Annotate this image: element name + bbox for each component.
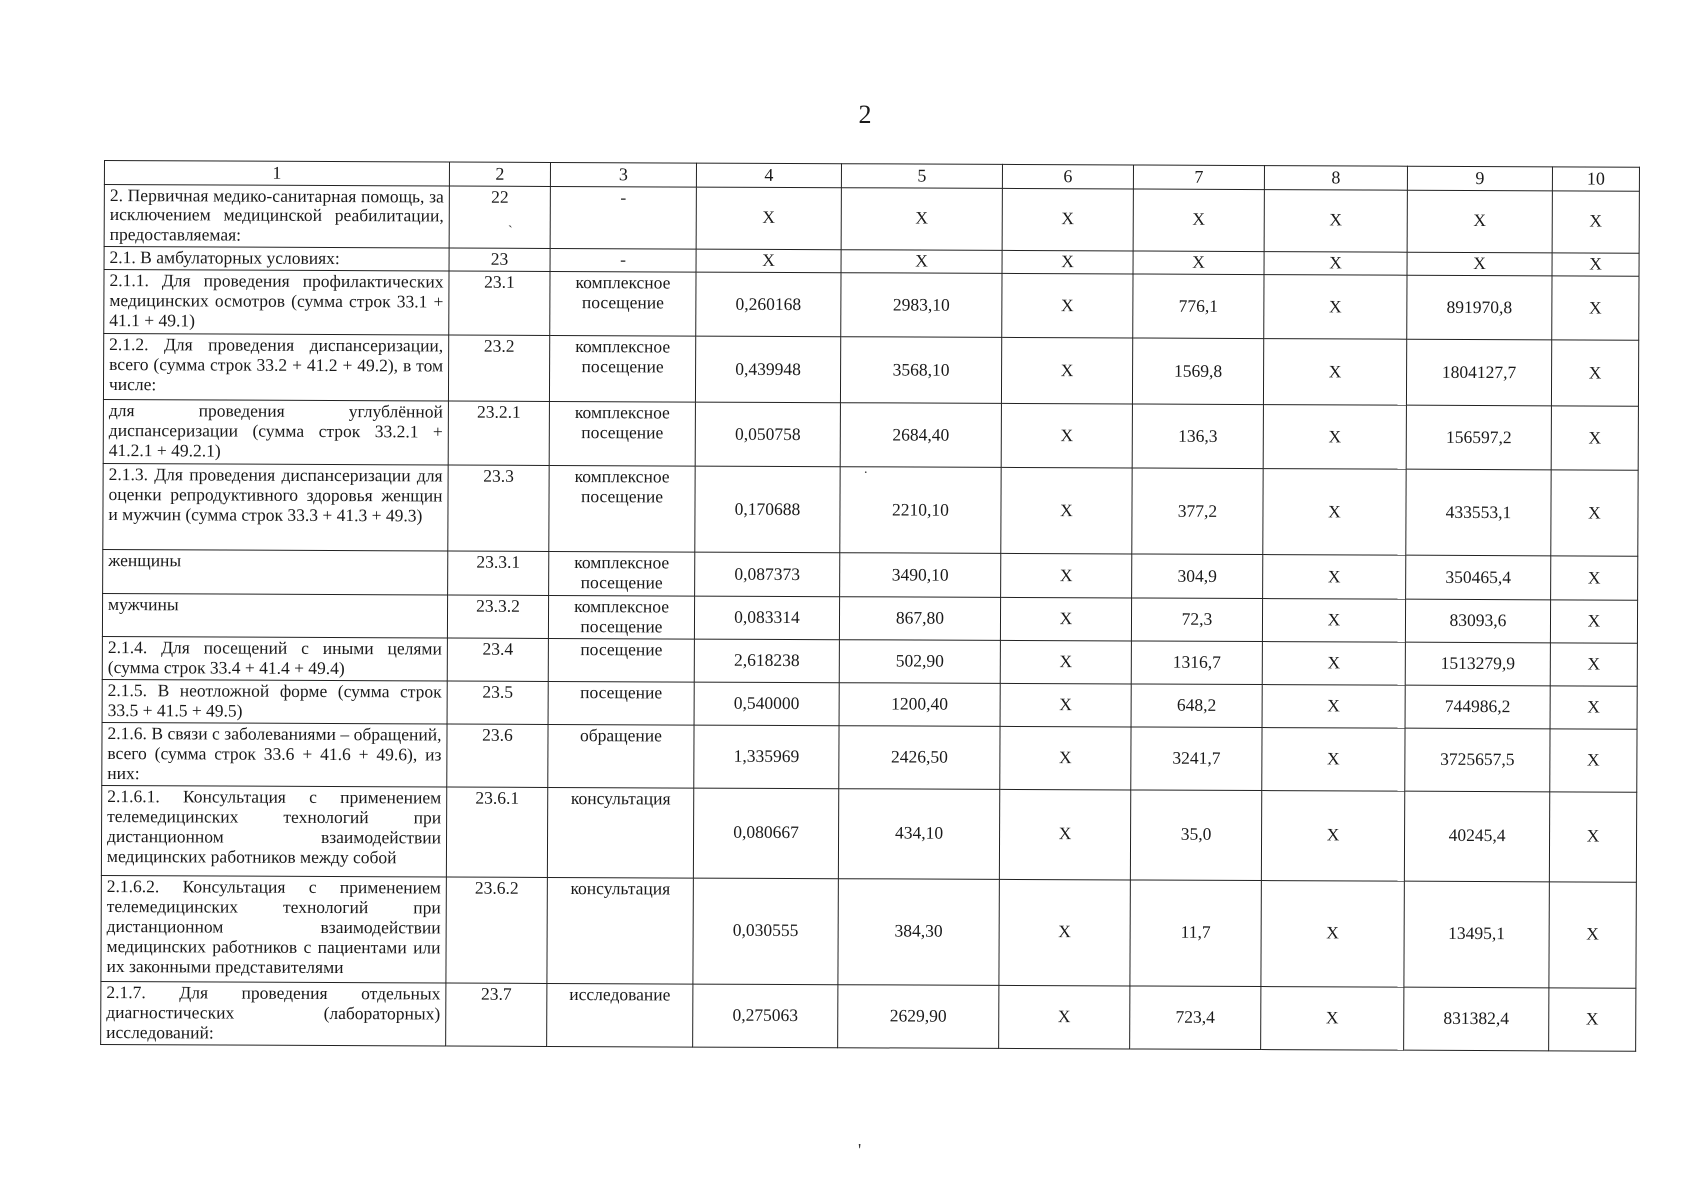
table-row: [103, 334, 1638, 407]
cell-col-8: X: [1263, 469, 1406, 556]
cell-col-10: X: [1550, 729, 1637, 792]
cell-col-10: X: [1552, 190, 1639, 253]
table-row: [102, 680, 1637, 730]
row-unit: посещение: [548, 682, 694, 726]
cell-col-5: 1200,40: [839, 683, 1000, 727]
row-unit: комплексное посещение: [548, 596, 694, 640]
cell-col-6: X: [1002, 251, 1133, 275]
cell-col-7: 72,3: [1131, 598, 1262, 642]
column-header-9: 9: [1407, 166, 1552, 190]
cell-col-10: X: [1552, 276, 1639, 340]
table-row: [104, 270, 1639, 341]
row-code: 23.6.1: [446, 787, 547, 877]
row-code: 23.3.2: [447, 595, 548, 638]
cell-col-6: X: [1001, 404, 1132, 469]
column-header-10: 10: [1552, 167, 1639, 191]
cell-col-6: X: [1000, 641, 1131, 684]
table-row: [102, 594, 1637, 644]
cell-col-5: 434,10: [838, 789, 999, 880]
cell-col-8: X: [1264, 252, 1407, 276]
cell-col-4: 0,030555: [693, 878, 838, 985]
row-code: 23.2.1: [448, 401, 549, 465]
cell-col-4: 0,260168: [696, 272, 841, 337]
cell-col-8: X: [1263, 405, 1406, 470]
cell-col-9: 891970,8: [1407, 275, 1552, 340]
column-header-4: 4: [696, 163, 841, 187]
cell-col-8: X: [1263, 339, 1406, 406]
cell-col-4: 1,335969: [694, 725, 839, 788]
row-name: 2.1.1. Для проведения профилактических медицинских осмотров (сумма строк 33.1 + 41.1 + 49.1): [104, 270, 449, 336]
row-code: 23.6: [447, 724, 548, 787]
row-unit: комплексное посещение: [549, 552, 695, 597]
cell-col-5: 2426,50: [839, 726, 1000, 790]
cell-col-5: 2629,90: [838, 985, 999, 1049]
cell-col-4: 2,618238: [694, 639, 839, 683]
cell-col-10: X: [1550, 643, 1637, 686]
cell-col-5: 502,90: [839, 640, 1000, 684]
cell-col-6: X: [1002, 188, 1133, 251]
table-row: [102, 723, 1637, 793]
cell-col-8: X: [1261, 987, 1404, 1050]
financing-table: [100, 160, 1640, 1051]
row-name: 2. Первичная медико-санитарная помощь, за исключением медицинской реабилитации, предоставляемая:: [104, 184, 449, 248]
cell-col-6: X: [1001, 338, 1132, 405]
cell-col-5: 867,80: [839, 597, 1000, 641]
row-code: 23.1: [449, 271, 550, 335]
row-unit: обращение: [548, 725, 694, 788]
cell-col-10: X: [1551, 556, 1638, 600]
row-name: 2.1.3. Для проведения диспансеризации для оценки репродуктивного здоровья женщин и мужчин (сумма строк 33.3 + 41.3 + 49.3): [103, 464, 448, 552]
row-name: мужчины: [102, 594, 447, 639]
cell-col-9: 350465,4: [1406, 555, 1551, 600]
row-name: 2.1.6. В связи с заболеваниями – обращений, всего (сумма строк 33.6 + 41.6 + 49.6), из них:: [102, 723, 447, 787]
cell-col-6: X: [999, 879, 1130, 986]
cell-col-7: 377,2: [1132, 468, 1263, 555]
row-code: 23.3.1: [448, 551, 549, 595]
cell-col-5: 384,30: [838, 879, 999, 986]
cell-col-10: X: [1552, 253, 1639, 276]
cell-col-5: X: [841, 187, 1002, 251]
table-row: [104, 184, 1639, 254]
table-row: [102, 637, 1637, 687]
page-number: 2: [858, 100, 872, 129]
column-header-6: 6: [1002, 164, 1133, 188]
row-unit: исследование: [547, 983, 693, 1046]
cell-col-9: 1804127,7: [1406, 339, 1551, 406]
cell-col-9: 156597,2: [1406, 405, 1551, 470]
cell-col-7: X: [1133, 189, 1264, 252]
cell-col-6: X: [1001, 554, 1132, 599]
cell-col-10: X: [1551, 406, 1638, 470]
row-unit: -: [550, 249, 696, 273]
table-row: [101, 875, 1636, 988]
cell-col-6: X: [1000, 727, 1131, 790]
row-name: 2.1.5. В неотложной форме (сумма строк 33.5 + 41.5 + 49.5): [102, 680, 447, 725]
row-unit: посещение: [548, 639, 694, 683]
column-header-2: 2: [449, 162, 550, 186]
row-code: 22: [449, 186, 550, 249]
cell-col-7: 136,3: [1132, 404, 1263, 469]
row-name: женщины: [103, 550, 448, 596]
row-name: 2.1.6.1. Консультация с применением телемедицинских технологий при дистанционном взаимодействии медицинских работников между собой: [101, 785, 446, 877]
cell-col-6: X: [1001, 468, 1132, 555]
cell-col-9: 433553,1: [1406, 469, 1551, 556]
cell-col-6: X: [1000, 598, 1131, 642]
column-header-1: 1: [104, 161, 449, 186]
table-row: [101, 785, 1636, 882]
cell-col-4: 0,439948: [695, 336, 840, 403]
cell-col-10: X: [1550, 600, 1637, 643]
cell-col-10: X: [1549, 882, 1636, 988]
cell-col-9: 831382,4: [1404, 987, 1549, 1050]
cell-col-7: 648,2: [1131, 684, 1262, 728]
cell-col-4: 0,275063: [693, 984, 838, 1047]
cell-col-4: 0,083314: [694, 596, 839, 640]
cell-col-5: X: [841, 250, 1002, 274]
cell-col-8: X: [1262, 642, 1405, 685]
cell-col-7: 723,4: [1130, 986, 1261, 1049]
cell-col-10: X: [1551, 470, 1638, 556]
table-body: [101, 184, 1640, 1051]
row-name: 2.1.7. Для проведения отдельных диагностических (лабораторных) исследований:: [101, 981, 446, 1045]
cell-col-5: 2684,40: [840, 403, 1001, 468]
cell-col-4: 0,087373: [695, 552, 840, 597]
row-unit: комплексное посещение: [549, 402, 695, 467]
scan-mark: `: [508, 224, 513, 239]
row-code: 23.2: [448, 335, 549, 401]
cell-col-8: X: [1262, 728, 1405, 791]
table-row: [103, 400, 1638, 471]
cell-col-6: X: [1002, 274, 1133, 339]
row-code: 23.7: [446, 983, 547, 1046]
column-header-8: 8: [1264, 166, 1407, 190]
row-unit: комплексное посещение: [549, 336, 695, 403]
table-row: [103, 464, 1638, 557]
cell-col-6: X: [999, 789, 1130, 880]
row-code: 23.6.2: [446, 877, 547, 983]
cell-col-5: 3490,10: [840, 553, 1001, 598]
cell-col-5: 2210,10: [840, 467, 1001, 554]
cell-col-7: 1569,8: [1132, 338, 1263, 405]
column-header-3: 3: [550, 162, 696, 186]
cell-col-9: 13495,1: [1404, 881, 1549, 988]
cell-col-7: 304,9: [1132, 554, 1263, 599]
column-header-7: 7: [1133, 165, 1264, 189]
row-name: 2.1. В амбулаторных условиях:: [104, 247, 449, 271]
cell-col-4: X: [696, 187, 841, 250]
row-unit: комплексное посещение: [549, 466, 695, 553]
cell-col-9: 40245,4: [1404, 791, 1549, 882]
cell-col-8: X: [1261, 791, 1404, 882]
row-unit: -: [550, 186, 696, 249]
column-header-5: 5: [841, 164, 1002, 188]
table-row: [103, 550, 1638, 601]
row-name: 2.1.2. Для проведения диспансеризации, всего (сумма строк 33.2 + 41.2 + 49.2), в том числе:: [103, 334, 448, 402]
cell-col-9: X: [1407, 253, 1552, 277]
row-unit: комплексное посещение: [550, 272, 696, 337]
row-name: для проведения углублённой диспансеризации (сумма строк 33.2.1 + 41.2.1 + 49.2.1): [103, 400, 448, 466]
cell-col-10: X: [1551, 340, 1638, 406]
cell-col-4: 0,080667: [693, 788, 838, 879]
cell-col-4: 0,050758: [695, 402, 840, 467]
cell-col-9: 83093,6: [1405, 599, 1550, 643]
row-code: 23.5: [447, 681, 548, 724]
cell-col-10: X: [1550, 686, 1637, 729]
row-name: 2.1.6.2. Консультация с применением телемедицинских технологий при дистанционном взаимодействии медицинских работников с пациентами или их законными представителями: [101, 875, 446, 983]
row-code: 23.4: [447, 638, 548, 681]
table-row: [101, 981, 1636, 1051]
cell-col-10: X: [1549, 792, 1636, 882]
row-unit: консультация: [547, 787, 693, 878]
row-unit: консультация: [547, 877, 693, 984]
cell-col-9: 3725657,5: [1405, 728, 1550, 791]
cell-col-10: X: [1549, 988, 1636, 1051]
cell-col-8: X: [1262, 599, 1405, 643]
cell-col-8: X: [1263, 555, 1406, 600]
scan-mark: ': [858, 1140, 862, 1160]
cell-col-8: X: [1264, 275, 1407, 340]
cell-col-5: 3568,10: [840, 337, 1001, 404]
cell-col-8: X: [1262, 685, 1405, 729]
cell-col-7: 11,7: [1130, 880, 1261, 987]
cell-col-4: 0,170688: [695, 466, 840, 553]
cell-col-4: 0,540000: [694, 682, 839, 726]
cell-col-6: X: [999, 985, 1130, 1048]
cell-col-9: 744986,2: [1405, 685, 1550, 729]
row-code: 23: [449, 248, 550, 271]
cell-col-7: 776,1: [1133, 274, 1264, 339]
cell-col-7: 1316,7: [1131, 641, 1262, 684]
cell-col-7: X: [1133, 251, 1264, 275]
cell-col-8: X: [1261, 881, 1404, 988]
cell-col-9: 1513279,9: [1405, 642, 1550, 686]
cell-col-4: X: [696, 249, 841, 273]
row-code: 23.3: [448, 465, 549, 551]
cell-col-7: 3241,7: [1131, 727, 1262, 790]
cell-col-5: 2983,10: [841, 273, 1002, 338]
row-name: 2.1.4. Для посещений с иными целями (сумма строк 33.4 + 41.4 + 49.4): [102, 637, 447, 681]
cell-col-9: X: [1407, 190, 1552, 253]
cell-col-8: X: [1264, 189, 1407, 252]
scan-mark: .: [864, 462, 868, 477]
cell-col-7: 35,0: [1130, 790, 1261, 881]
cell-col-6: X: [1000, 684, 1131, 728]
